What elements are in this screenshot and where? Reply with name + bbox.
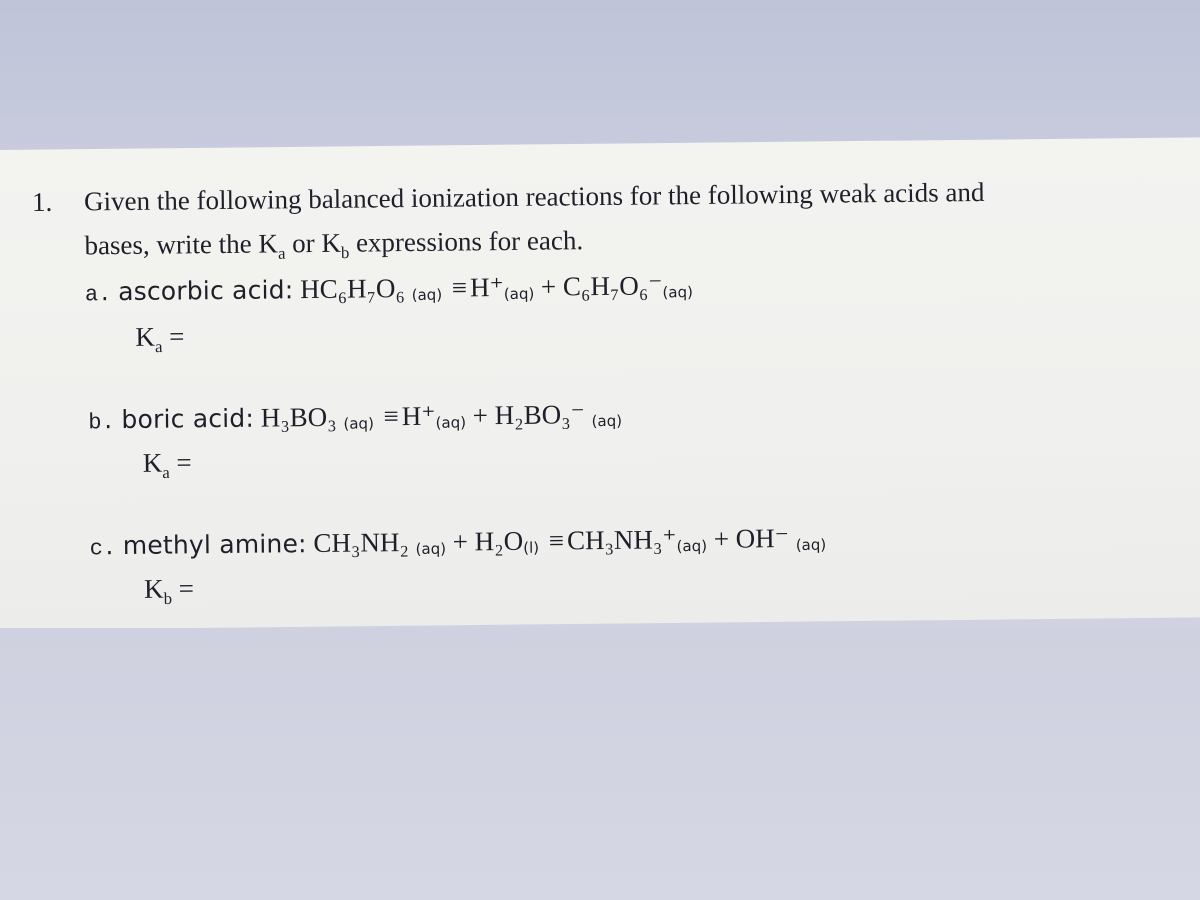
part-b-product-1: H⁺ bbox=[401, 400, 436, 432]
part-c-product-1-state: (aq) bbox=[676, 536, 708, 556]
part-b-equation bbox=[88, 398, 622, 443]
part-b-product-2-state: (aq) bbox=[591, 411, 623, 431]
part-c-plus-1: + bbox=[452, 526, 469, 557]
part-b-compound-name: boric acid: bbox=[121, 403, 255, 435]
part-b-product-1-state: (aq) bbox=[435, 413, 467, 432]
question-text-suffix: expressions for each. bbox=[349, 225, 584, 258]
ka-subscript: a bbox=[277, 243, 286, 263]
part-b-equilibrium-symbol: ≡ bbox=[383, 401, 399, 432]
part-c-reactant-2-state: (l) bbox=[523, 538, 540, 557]
part-a-plus: + bbox=[540, 271, 557, 302]
part-c-kb-expression bbox=[144, 572, 194, 615]
part-b-product-2: H₂BO₃⁻ bbox=[494, 399, 585, 431]
question-text-prefix: bases, write the K bbox=[84, 228, 279, 261]
part-c-plus-2: + bbox=[713, 523, 730, 554]
part-a-product-2: C₆H₇O₆⁻ bbox=[562, 270, 663, 302]
part-c-product-2: OH⁻ bbox=[735, 523, 790, 554]
part-a-k-equals: = bbox=[168, 321, 185, 352]
part-c-equation bbox=[89, 522, 826, 569]
part-c-k-equals: = bbox=[178, 573, 195, 604]
question-number: 1. bbox=[31, 186, 53, 217]
part-a-equilibrium-symbol: ≡ bbox=[451, 272, 468, 303]
part-a-ka-expression bbox=[135, 320, 184, 363]
part-b-label: b. bbox=[88, 410, 115, 436]
question-text-line-1: Given the following balanced ionization reactions for the following weak acids and bbox=[83, 177, 985, 217]
part-a-reactant: HC₆H₇O₆ bbox=[299, 273, 406, 305]
part-a-label: a. bbox=[84, 282, 112, 308]
kb-subscript: b bbox=[340, 243, 350, 263]
part-a-product-1: H⁺ bbox=[469, 272, 504, 303]
part-c-compound-name: methyl amine: bbox=[122, 529, 307, 561]
part-c-product-2-state: (aq) bbox=[795, 535, 827, 554]
question-text-or: or K bbox=[285, 227, 342, 259]
part-c-reactant-2: H₂O bbox=[474, 525, 524, 557]
part-b-k-equals: = bbox=[176, 447, 192, 478]
part-c-reactant-state: (aq) bbox=[415, 539, 447, 558]
part-a-compound-name: ascorbic acid: bbox=[117, 275, 294, 307]
part-c-product-1: CH₃NH₃⁺ bbox=[566, 524, 677, 556]
part-c-k-symbol: K bbox=[143, 573, 164, 604]
part-b-ka-expression bbox=[143, 446, 192, 489]
part-c-equilibrium-symbol: ≡ bbox=[548, 525, 565, 556]
part-a-k-subscript: a bbox=[154, 337, 163, 357]
part-b-k-subscript: a bbox=[162, 462, 170, 483]
part-b-reactant-state: (aq) bbox=[343, 414, 374, 433]
part-c-k-subscript: b bbox=[163, 588, 173, 609]
part-b-k-symbol: K bbox=[142, 447, 163, 478]
part-b-plus: + bbox=[472, 400, 489, 431]
part-a-reactant-state: (aq) bbox=[411, 285, 443, 305]
part-a-equation bbox=[85, 269, 693, 314]
question-text-line-2 bbox=[84, 224, 583, 272]
part-a-product-1-state: (aq) bbox=[503, 284, 535, 304]
part-a-product-2-state: (aq) bbox=[662, 283, 694, 302]
part-c-label: c. bbox=[89, 536, 117, 562]
part-b-reactant: H₃BO₃ bbox=[260, 401, 337, 433]
part-c-reactant: CH₃NH₂ bbox=[313, 527, 409, 559]
part-a-k-symbol: K bbox=[135, 321, 156, 352]
